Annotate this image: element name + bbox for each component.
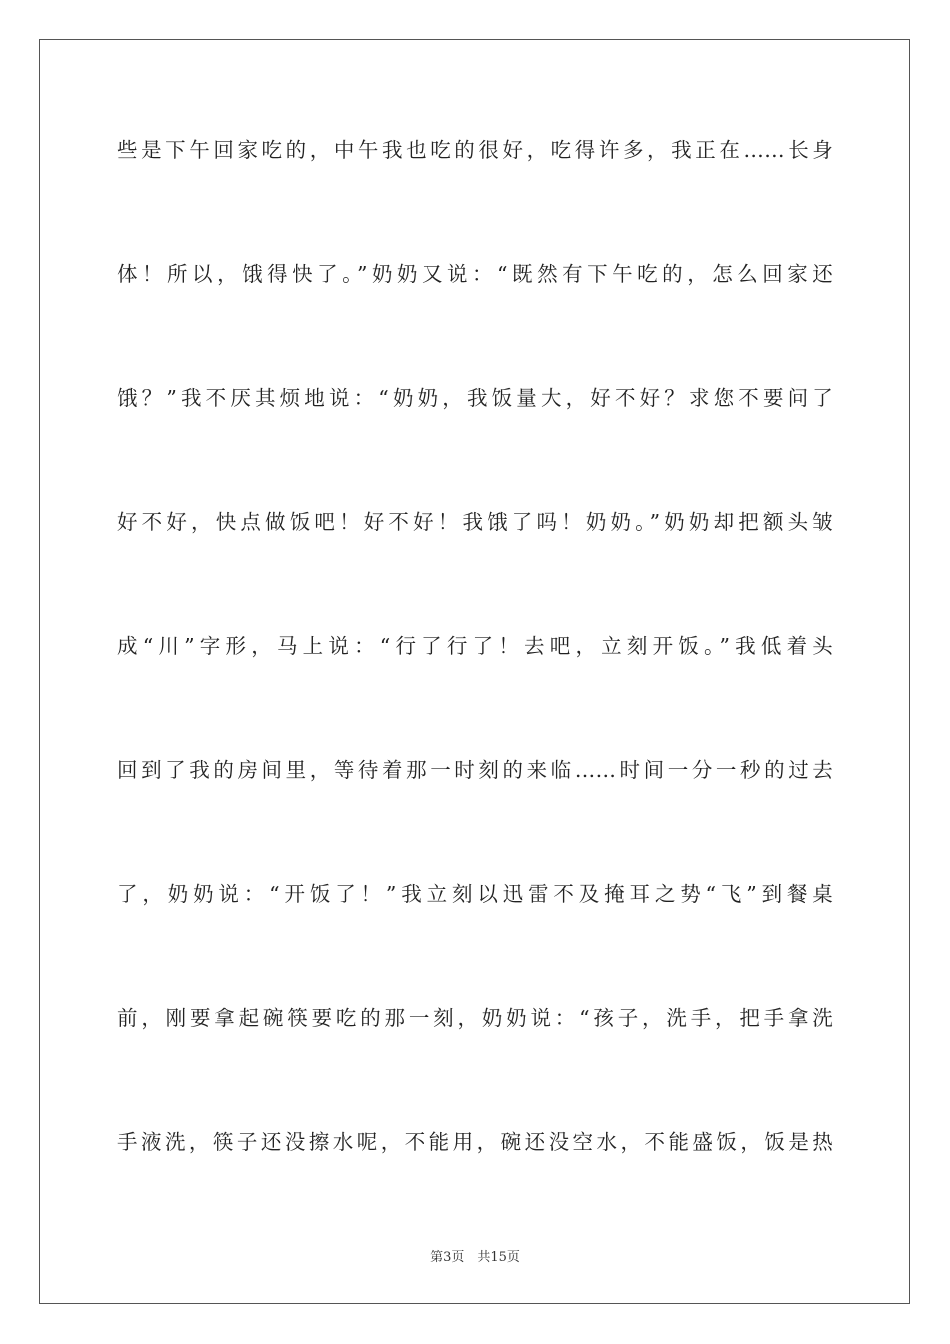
body-text-line: 好不好，快点做饭吧！好不好！我饿了吗！奶奶。”奶奶却把额头皱 xyxy=(117,510,833,534)
body-text-line: 成“川”字形，马上说：“行了行了！去吧，立刻开饭。”我低着头 xyxy=(117,634,833,658)
body-text-line: 前，刚要拿起碗筷要吃的那一刻，奶奶说：“孩子，洗手，把手拿洗 xyxy=(117,1006,833,1030)
body-text-line: 了，奶奶说：“开饭了！”我立刻以迅雷不及掩耳之势“飞”到餐桌 xyxy=(117,882,833,906)
body-text-line: 体！所以，饿得快了。”奶奶又说：“既然有下午吃的，怎么回家还 xyxy=(117,262,833,286)
body-text-line: 手液洗，筷子还没擦水呢，不能用，碗还没空水，不能盛饭，饭是热 xyxy=(117,1130,833,1154)
body-text-line: 回到了我的房间里，等待着那一时刻的来临……时间一分一秒的过去 xyxy=(117,758,833,782)
page-number-footer: 第3页 共15页 xyxy=(430,1250,520,1265)
body-text-line: 饿？”我不厌其烦地说：“奶奶，我饭量大，好不好？求您不要问了 xyxy=(117,386,833,410)
body-text-line: 些是下午回家吃的，中午我也吃的很好，吃得许多，我正在……长身 xyxy=(117,138,833,162)
page-frame xyxy=(39,39,910,1304)
